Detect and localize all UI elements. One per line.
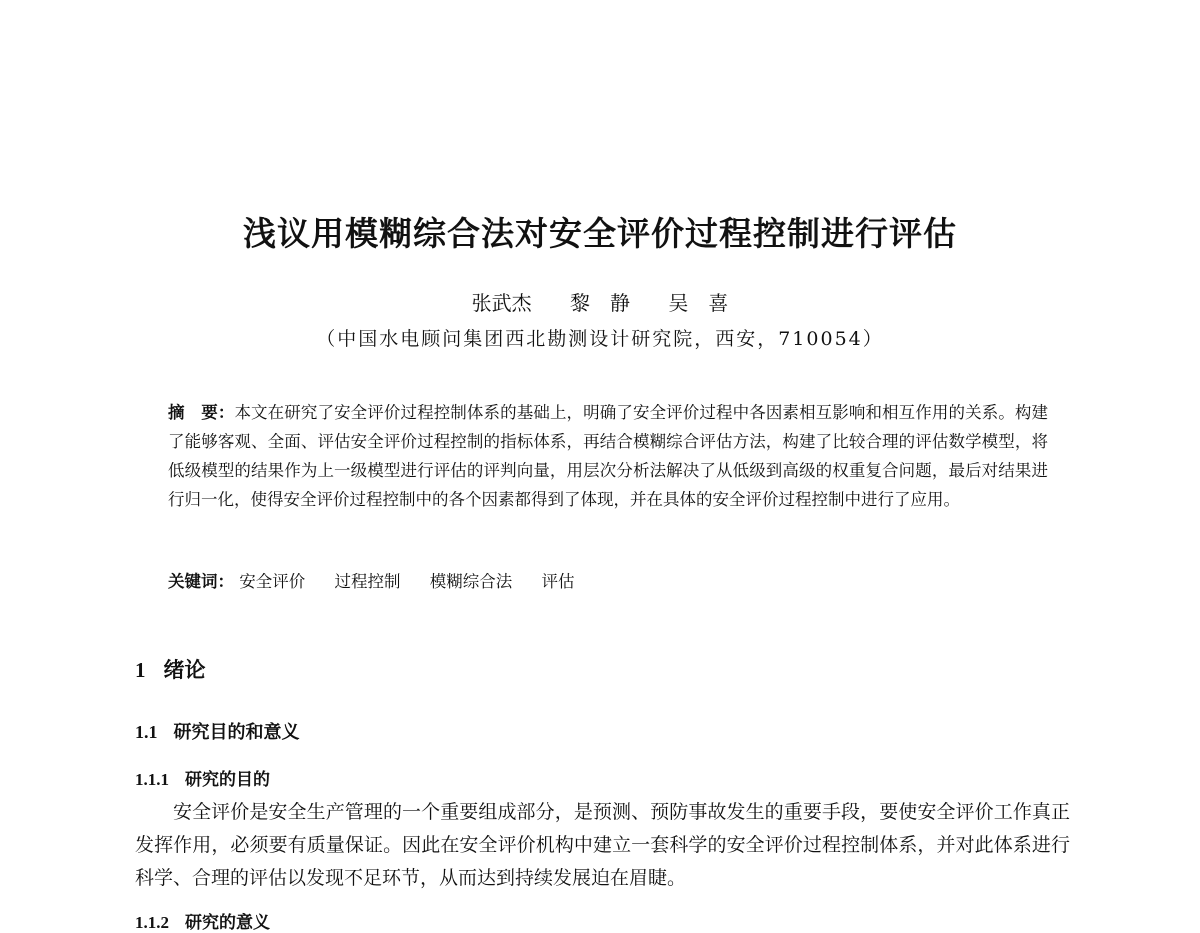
keyword: 安全评价 xyxy=(239,572,306,591)
keyword: 评估 xyxy=(541,572,575,591)
section-heading-1-1-1 xyxy=(135,765,270,790)
author-name: 张武杰 xyxy=(471,291,532,315)
abstract-text: 本文在研究了安全评价过程控制体系的基础上，明确了安全评价过程中各因素相互影响和相互作用的关系。构建了能够客观、全面、评估安全评价过程控制的指标体系，再结合模糊综合评估方法，构建了比较合理的评估数学模型，将低级模型的结果作为上一级模型进行评估的评判向量，用层次分析法解决了从低级到高级的权重复合问题，最后对结果进行归一化，使得安全评价过程控制中的各个因素都得到了体现，并在具体的安全评价过程控制中进行了应用。 xyxy=(168,403,1049,509)
section-number: 1.1.1 xyxy=(135,770,169,789)
author-list xyxy=(0,287,1200,316)
affiliation: （中国水电顾问集团西北勘测设计研究院，西安，710054） xyxy=(316,328,884,350)
section-number: 1 xyxy=(135,658,146,682)
section-heading-1 xyxy=(135,654,206,684)
paper-title: 浅议用模糊综合法对安全评价过程控制进行评估 xyxy=(243,214,957,253)
author-name: 吴 喜 xyxy=(668,291,729,315)
keywords xyxy=(168,568,1048,592)
section-title: 绪论 xyxy=(163,657,206,682)
keyword: 模糊综合法 xyxy=(429,572,513,591)
section-title: 研究的意义 xyxy=(185,913,270,933)
abstract-label: 摘 要： xyxy=(168,403,235,422)
section-number: 1.1.2 xyxy=(135,913,169,932)
section-heading-1-1-2 xyxy=(135,908,270,933)
author-name: 黎 静 xyxy=(570,291,630,315)
paragraph-text: 安全评价是安全生产管理的一个重要组成部分，是预测、预防事故发生的重要手段，要使安全评价工作真正发挥作用，必须要有质量保证。因此在安全评价机构中建立一套科学的安全评价过程控制体系，并对此体系进行科学、合理的评估以发现不足环节，从而达到持续发展迫在眉睫。 xyxy=(135,801,1070,889)
section-title: 研究的目的 xyxy=(185,770,270,790)
keyword: 过程控制 xyxy=(334,572,401,591)
body-paragraph xyxy=(135,796,1070,895)
section-title: 研究目的和意义 xyxy=(173,722,300,743)
abstract xyxy=(168,398,1048,514)
section-number: 1.1 xyxy=(135,722,158,742)
keywords-label: 关键词： xyxy=(168,572,234,591)
section-heading-1-1 xyxy=(135,718,300,744)
